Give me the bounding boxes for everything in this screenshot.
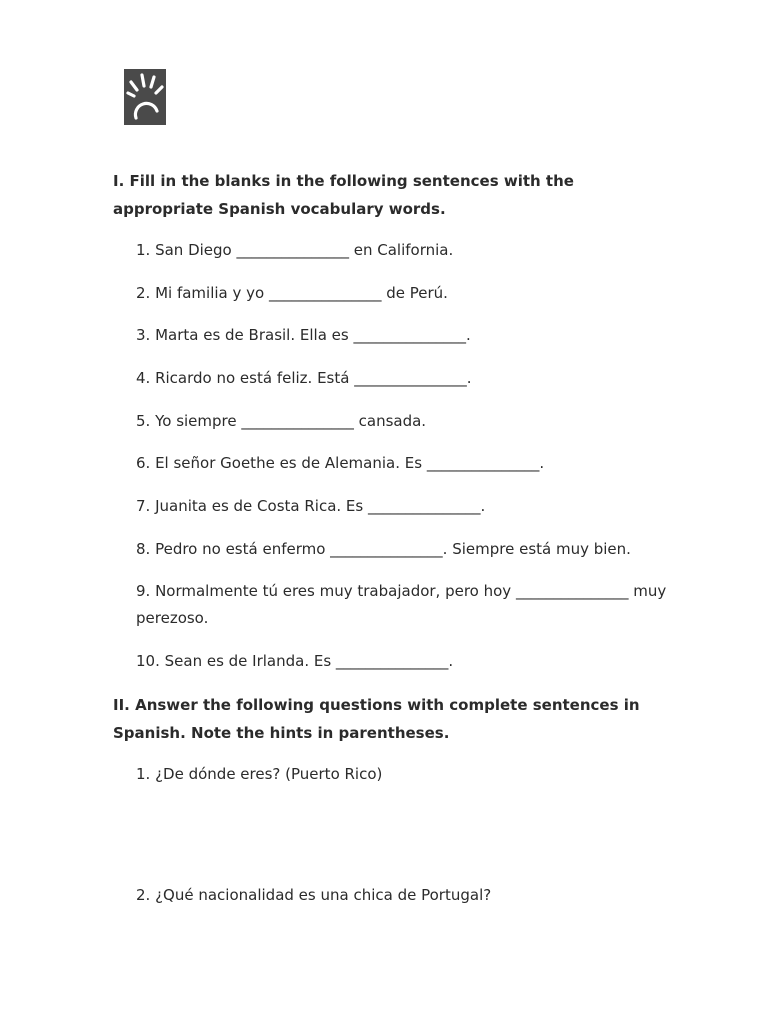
answer-question-2: 2. ¿Qué nacionalidad es una chica de Portugal? xyxy=(136,886,492,904)
fill-blank-item-6: 6. El señor Goethe es de Alemania. Es _______________. xyxy=(136,454,545,472)
answer-question-1: 1. ¿De dónde eres? (Puerto Rico) xyxy=(136,765,383,783)
fill-blank-item-10: 10. Sean es de Irlanda. Es _______________. xyxy=(136,652,454,670)
fill-blank-item-2: 2. Mi familia y yo _______________ de Perú. xyxy=(136,284,448,302)
section-1-heading: I. Fill in the blanks in the following sentences with the appropriate Spanish vocabulary words. xyxy=(113,172,574,218)
fill-blank-item-9: 9. Normalmente tú eres muy trabajador, pero hoy _______________ muy perezoso. xyxy=(136,582,667,627)
fill-blank-item-7: 7. Juanita es de Costa Rica. Es _______________. xyxy=(136,497,486,515)
fill-blank-item-3: 3. Marta es de Brasil. Ella es _______________. xyxy=(136,326,471,344)
fill-blank-item-8: 8. Pedro no está enfermo _______________. Siempre está muy bien. xyxy=(136,540,631,558)
fill-blank-item-5: 5. Yo siempre _______________ cansada. xyxy=(136,412,427,430)
section-2-heading: II. Answer the following questions with complete sentences in Spanish. Note the hints in parentheses. xyxy=(113,696,640,742)
fill-blank-item-1: 1. San Diego _______________ en California. xyxy=(136,241,454,259)
fill-blank-item-4: 4. Ricardo no está feliz. Está _______________. xyxy=(136,369,472,387)
sun-bulb-logo-icon xyxy=(124,69,166,125)
